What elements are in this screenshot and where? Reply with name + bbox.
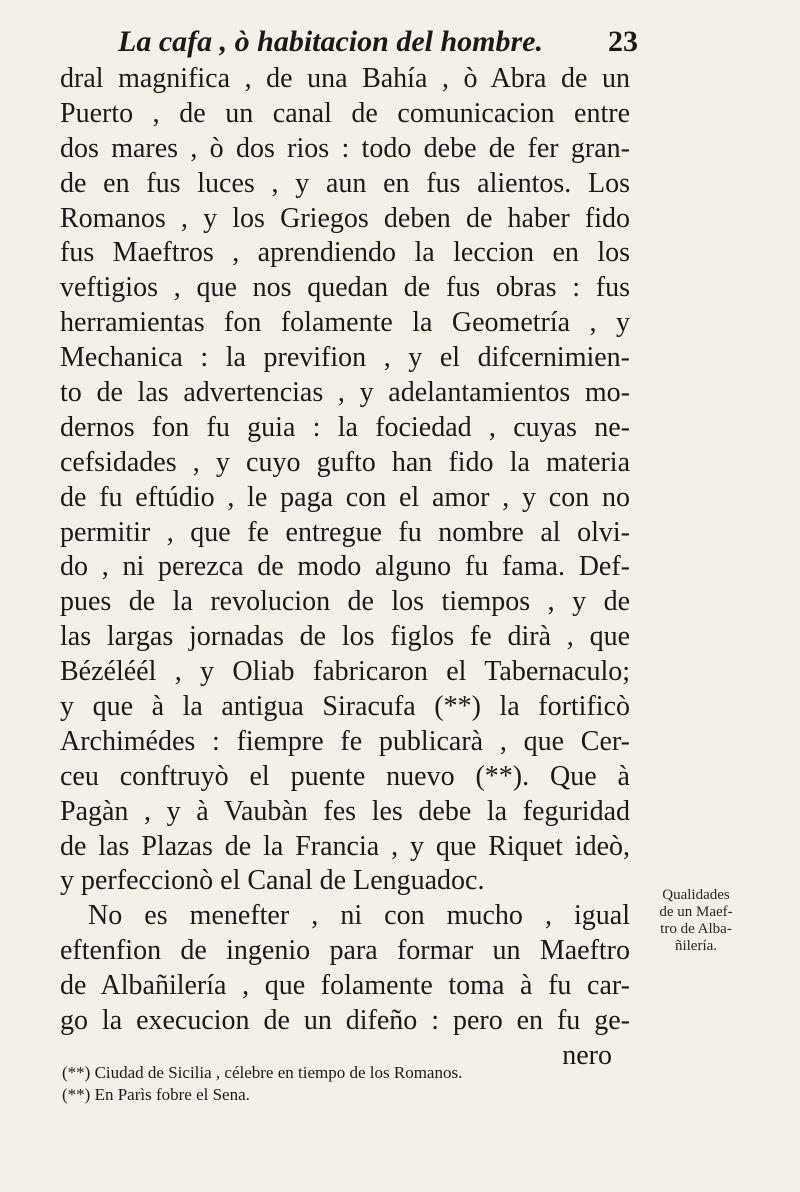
text-line: Mechanica : la previfion , y el difcernimien- <box>60 342 630 374</box>
catchword: nero <box>562 1039 612 1071</box>
text-line: herramientas fon folamente la Geometría , y <box>60 307 630 339</box>
text-line: cefsidades , y cuyo gufto han fido la materia <box>60 446 630 478</box>
footnote: (**) Ciudad de Sicilia , célebre en tiempo de los Romanos. <box>62 1063 463 1082</box>
text-line: dos mares , ò dos rios : todo debe de fer gran- <box>60 132 630 164</box>
text-line: de las Plazas de la Francia , y que Riquet ideò, <box>60 830 630 862</box>
text-line: pues de la revolucion de los tiempos , y de <box>60 586 630 618</box>
text-line: Archimédes : fiempre fe publicarà , que Cer- <box>60 725 630 757</box>
text-line: y que à la antigua Siracufa (**) la fortificò <box>60 691 630 723</box>
text-line: Puerto , de un canal de comunicacion entre <box>60 97 630 129</box>
text-line: Pagàn , y à Vaubàn fes les debe la feguridad <box>60 795 630 827</box>
text-line: go la execucion de un difeño : pero en fu ge- <box>60 1005 630 1037</box>
text-line: y perfeccionò el Canal de Lenguadoc. <box>60 865 485 897</box>
running-title: La cafa , ò habitacion del hombre. <box>118 25 543 58</box>
text-line: las largas jornadas de los figlos fe dirà , que <box>60 621 630 653</box>
margin-note-line: ñilería. <box>674 938 718 954</box>
text-line: de en fus luces , y aun en fus alientos. Los <box>60 167 630 199</box>
text-line: dral magnifica , de una Bahía , ò Abra de un <box>60 63 630 94</box>
footnote: (**) En Parìs fobre el Sena. <box>62 1085 250 1104</box>
text-line: to de las advertencias , y adelantamientos mo- <box>60 377 630 409</box>
running-header <box>118 22 638 62</box>
text-line: Bézéléél , y Oliab fabricaron el Tabernaculo; <box>60 656 630 688</box>
text-line: veftigios , que nos quedan de fus obras : fus <box>60 272 630 304</box>
main-text <box>60 62 630 1074</box>
text-line: de Albañilería , que folamente toma à fu car- <box>60 970 630 1002</box>
text-line: ceu conftruyò el puente nuevo (**). Que à <box>60 760 630 792</box>
margin-note-line: de un Maef- <box>659 904 733 920</box>
text-line: dernos fon fu guia : la fociedad , cuyas ne- <box>60 411 630 443</box>
margin-note-line: Qualidades <box>662 887 730 903</box>
text-line: No es menefter , ni con mucho , igual <box>88 900 630 932</box>
text-line: permitir , que fe entregue fu nombre al olvi- <box>60 516 630 548</box>
text-line: eftenfion de ingenio para formar un Maeftro <box>60 935 630 967</box>
text-line: de fu eftúdio , le paga con el amor , y con no <box>60 481 630 513</box>
text-line: Romanos , y los Griegos deben de haber fido <box>60 202 630 234</box>
text-line: fus Maeftros , aprendiendo la leccion en los <box>60 237 630 269</box>
margin-note <box>650 887 742 955</box>
footnotes <box>62 1062 662 1106</box>
page-number: 23 <box>608 25 638 58</box>
margin-note-line: tro de Alba- <box>660 921 732 937</box>
text-line: do , ni perezca de modo alguno fu fama. Def- <box>60 551 630 583</box>
